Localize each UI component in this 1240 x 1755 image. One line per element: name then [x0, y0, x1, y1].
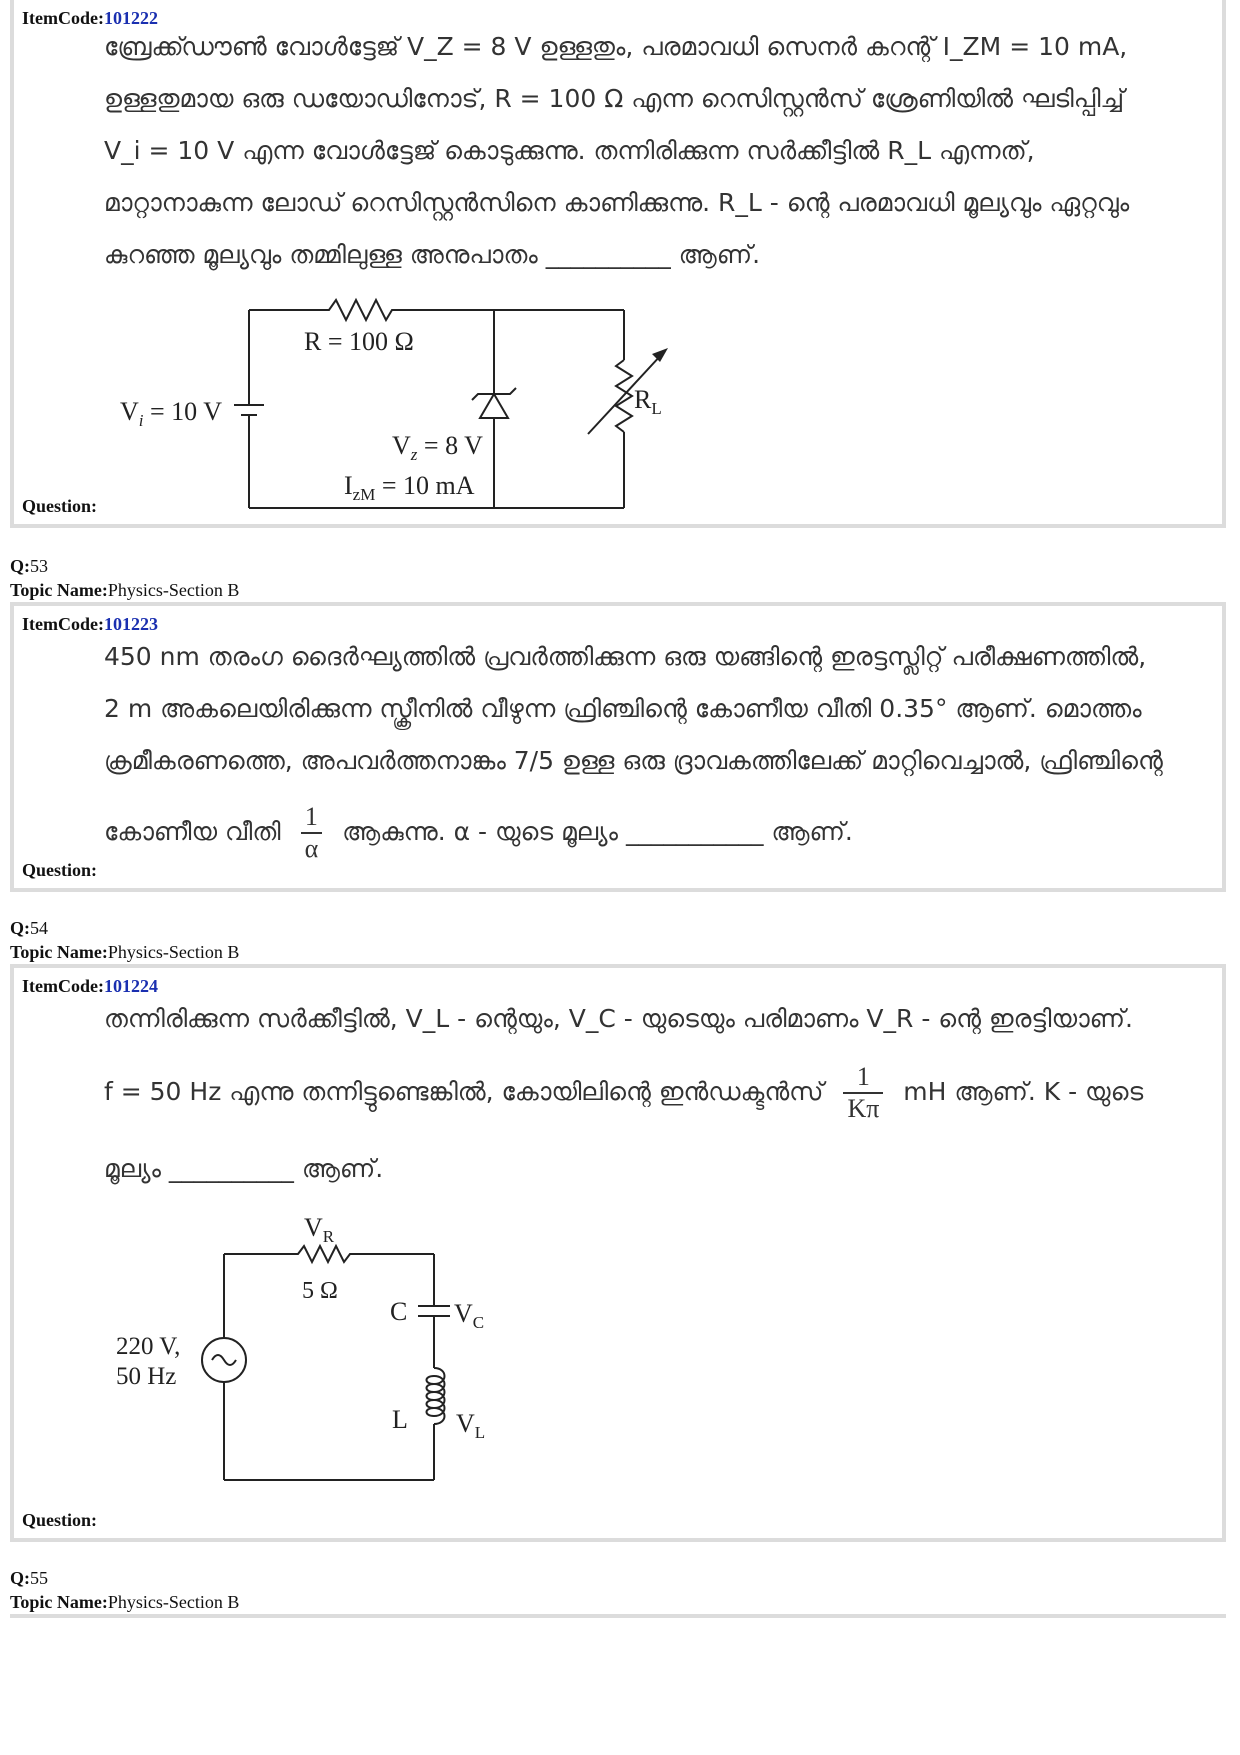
topic-name — [10, 580, 239, 601]
fraction-numerator: 1 — [843, 1062, 883, 1094]
item-code-value: 101224 — [103, 976, 158, 996]
text-line: മൂല്യം __________ ആണ്. — [104, 1154, 384, 1183]
inductor-coil — [427, 1368, 445, 1424]
zener-voltage-label: $V_z = 8$ V — [392, 431, 483, 464]
text-fragment: mH ആണ്. K - യുടെ — [903, 1077, 1144, 1106]
item-code — [22, 614, 158, 635]
zener-circuit-diagram — [94, 272, 794, 532]
fraction-numerator: 1 — [301, 802, 323, 834]
question-label: Question: — [22, 1510, 98, 1530]
text-line: ബ്രേക്ക്ഡൗൺ വോൾട്ടേജ് V_Z = 8 V ഉള്ളതും, പരമാവധി സെനർ കറന്റ് I_ZM = 10 mA, — [104, 32, 1128, 61]
text-line: V_i = 10 V എന്ന വോൾട്ടേജ് കൊടുക്കുന്നു. തന്നിരിക്കുന്ന സർക്കീട്ടിൽ R_L എന്നത്, — [104, 136, 1035, 165]
topic-label: Topic Name: — [10, 1592, 108, 1612]
qnum-value: 55 — [30, 1568, 48, 1588]
topic-name — [10, 1592, 239, 1613]
question-label: Question: — [22, 860, 98, 880]
qnum-value: 53 — [30, 556, 48, 576]
text-line: കുറഞ്ഞ മൂല്യവും തമ്മിലുള്ള അനുപാതം __________ ആണ്. — [104, 240, 761, 269]
text-fragment: ആകുന്നു. α - യുടെ മൂല്യം ___________ ആണ്. — [342, 817, 853, 846]
text-line: തന്നിരിക്കുന്ന സർക്കീട്ടിൽ, V_L - ന്റെയും, V_C - യുടെയും പരിമാണം V_R - ന്റെ ഇരട്ടിയാണ്. — [104, 1004, 1134, 1033]
lcr-circuit-diagram — [94, 1218, 594, 1548]
qnum-label: Q: — [10, 1568, 30, 1588]
text-line: 2 m അകലെയിരിക്കുന്ന സ്ക്രീനിൽ വീഴുന്ന ഫ്രിഞ്ചിന്റെ കോണീയ വീതി 0.35° ആണ്. മൊത്തം — [104, 694, 1142, 723]
question-number — [10, 1568, 48, 1589]
item-code — [22, 8, 158, 29]
item-code-label: ItemCode: — [22, 614, 104, 634]
vc-label: $V_C$ — [454, 1299, 485, 1332]
topic-label: Topic Name: — [10, 580, 108, 600]
capacitor-label: C — [390, 1297, 408, 1326]
source-label-voltage: 220 V, — [116, 1333, 181, 1360]
zener-current-label: $I_{zM} = 10$ mA — [344, 471, 475, 504]
zener-diode-symbol — [480, 394, 508, 418]
text-line: ഉള്ളതുമായ ഒരു ഡയോഡിനോട്, R = 100 Ω എന്ന റെസിസ്റ്റൻസ് ശ്രേണിയിൽ ഘടിപ്പിച്ച് — [104, 84, 1125, 113]
topic-name — [10, 942, 239, 963]
text-line — [104, 802, 1208, 864]
item-code-value: 101222 — [103, 8, 158, 28]
vr-label: $V_R$ — [304, 1218, 335, 1246]
item-code-label: ItemCode: — [22, 8, 104, 28]
item-code — [22, 976, 158, 997]
topic-value: Physics-Section B — [107, 942, 240, 962]
question-label: Question: — [22, 496, 98, 516]
qnum-label: Q: — [10, 918, 30, 938]
qnum-label: Q: — [10, 556, 30, 576]
card-top-border — [10, 1614, 1226, 1618]
topic-label: Topic Name: — [10, 942, 108, 962]
vl-label: $V_L$ — [456, 1409, 486, 1442]
fraction-one-over-alpha — [301, 802, 323, 864]
load-resistor-label: $R_L$ — [634, 385, 662, 418]
question-card-101222 — [10, 0, 1226, 528]
text-line: മാറ്റാനാകുന്ന ലോഡ് റെസിസ്റ്റൻസിനെ കാണിക്കുന്നു. R_L - ന്റെ പരമാവധി മൂല്യവും ഏറ്റവും — [104, 188, 1130, 217]
text-fragment: f = 50 Hz എന്നു തന്നിട്ടുണ്ടെങ്കിൽ, കോയിലിന്റെ ഇൻഡക്ടൻസ് — [104, 1077, 824, 1106]
topic-value: Physics-Section B — [107, 1592, 240, 1612]
item-code-value: 101223 — [103, 614, 158, 634]
resistor — [224, 1246, 434, 1262]
question-card-101223 — [10, 602, 1226, 892]
item-code-label: ItemCode: — [22, 976, 104, 996]
question-number — [10, 918, 48, 939]
inductor-label: L — [392, 1405, 408, 1434]
fraction-denominator: Kπ — [847, 1094, 880, 1123]
text-line — [104, 1062, 1208, 1124]
resistor-r — [249, 300, 624, 320]
topic-value: Physics-Section B — [107, 580, 240, 600]
qnum-value: 54 — [30, 918, 48, 938]
source-label-frequency: 50 Hz — [116, 1363, 177, 1390]
text-line: ക്രമീകരണത്തെ, അപവർത്തനാങ്കം 7/5 ഉള്ള ഒരു ദ്രാവകത്തിലേക്ക് മാറ്റിവെച്ചാൽ, ഫ്രിഞ്ചിന്റെ — [104, 746, 1163, 775]
resistance-label: 5 Ω — [302, 1278, 338, 1304]
question-number — [10, 556, 48, 577]
source-voltage-label: $V_i = 10$ V — [120, 397, 222, 430]
text-line: 450 nm തരംഗ ദൈർഘ്യത്തിൽ പ്രവർത്തിക്കുന്ന ഒരു യങ്ങിന്റെ ഇരട്ടസ്ലിറ്റ് പരീക്ഷണത്തിൽ, — [104, 642, 1147, 671]
question-card-101224 — [10, 964, 1226, 1542]
text-fragment: കോണീയ വീതി — [104, 817, 281, 846]
resistor-label: R = 100 Ω — [304, 327, 414, 356]
fraction-denominator: α — [304, 834, 319, 863]
fraction-one-over-k-pi — [843, 1062, 883, 1124]
